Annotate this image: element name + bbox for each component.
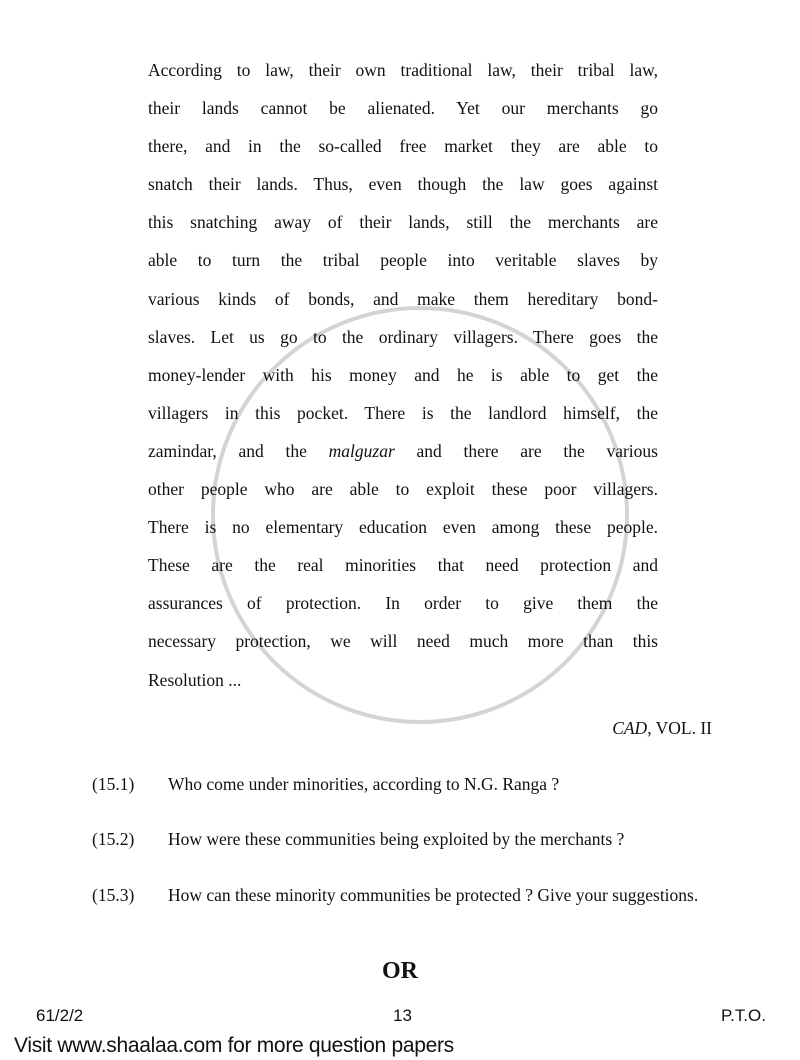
text: and there are the various [394, 440, 658, 461]
question-text: How can these minority communities be protected ? Give your suggestions. [168, 885, 699, 905]
source-title: CAD, [612, 718, 652, 738]
passage-line: There is no elementary education even among these people. [148, 517, 658, 538]
question-text: How were these communities being exploited by the merchants ? [168, 829, 625, 849]
passage-line: snatch their lands. Thus, even though the law goes against [148, 174, 658, 195]
passage-line [148, 439, 658, 477]
passage-line: Resolution ... [148, 669, 242, 690]
question-text: Who come under minorities, according to N.G. Ranga ? [168, 774, 560, 794]
passage-line: there, and in the so-called free market they are able to [148, 136, 658, 157]
footer-paper-code: 61/2/2 [36, 1006, 84, 1025]
passage-line: money-lender with his money and he is able to get the [148, 364, 658, 385]
passage-line: According to law, their own traditional law, their tribal law, [148, 60, 658, 80]
passage [148, 58, 658, 706]
or-separator: OR [382, 958, 418, 984]
passage-line: their lands cannot be alienated. Yet our merchants go [148, 98, 658, 119]
passage-line: necessary protection, we will need much more than this [148, 631, 658, 652]
passage-line: this snatching away of their lands, still the merchants are [148, 212, 658, 233]
passage-line: slaves. Let us go to the ordinary villagers. There goes the [148, 326, 658, 347]
passage-line: able to turn the tribal people into veritable slaves by [148, 250, 658, 271]
italic-term: malguzar [328, 440, 395, 461]
passage-line: various kinds of bonds, and make them hereditary bond- [148, 288, 658, 309]
source-volume: VOL. II [651, 718, 712, 738]
passage-line: These are the real minorities that need protection and [148, 555, 658, 576]
passage-line: other people who are able to exploit these poor villagers. [148, 479, 658, 500]
footer-pto: P.T.O. [720, 1006, 766, 1025]
passage-line: assurances of protection. In order to give them the [148, 593, 658, 614]
question-15-1 [92, 768, 722, 801]
visit-banner: Visit www.shaalaa.com for more question papers [14, 1034, 454, 1057]
question-15-3 [92, 879, 722, 912]
text: zamindar, and the [148, 440, 329, 461]
passage-source [612, 718, 712, 739]
question-number: (15.1) [92, 774, 135, 794]
passage-line: villagers in this pocket. There is the landlord himself, the [148, 402, 658, 423]
question-number: (15.2) [92, 829, 135, 849]
question-15-2 [92, 823, 722, 856]
question-number: (15.3) [92, 885, 135, 905]
footer-page-number: 13 [393, 1006, 412, 1025]
